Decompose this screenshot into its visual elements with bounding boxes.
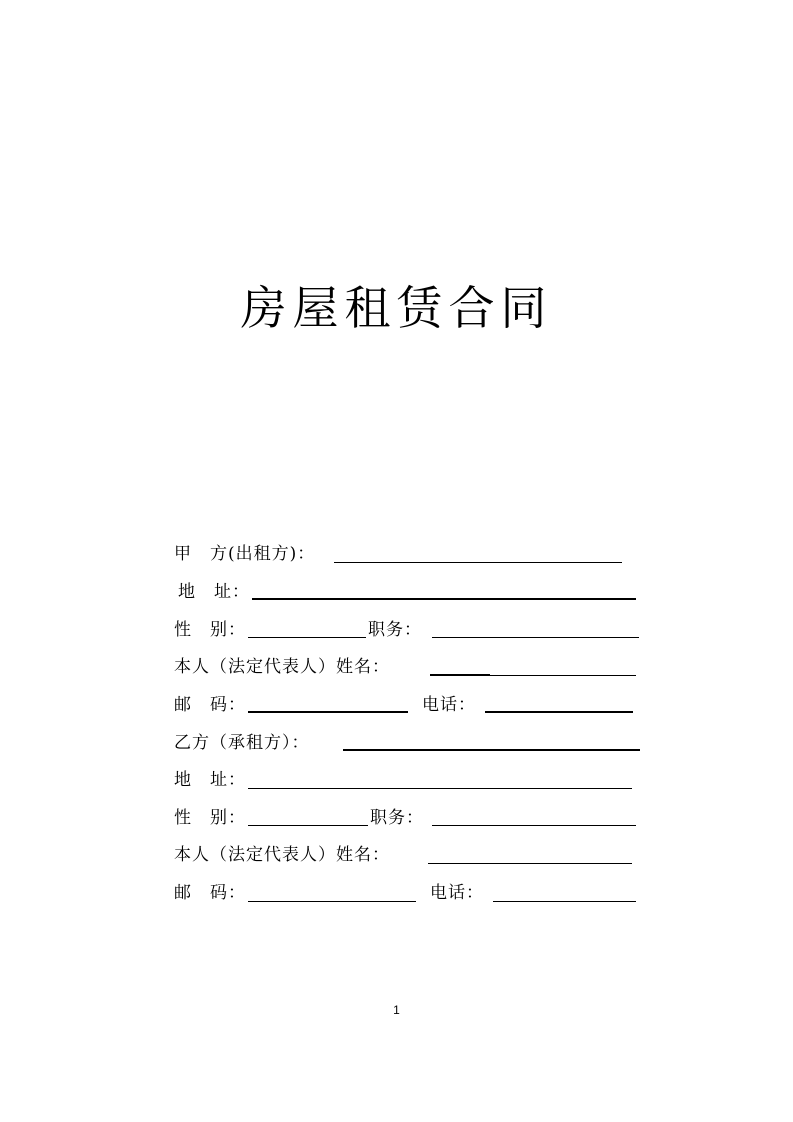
party-a-postcode-blank[interactable]	[248, 711, 408, 713]
party-b-name-blank[interactable]	[343, 749, 640, 751]
party-b-address-label: 地 址：	[174, 770, 246, 790]
party-b-phone-label: 电话：	[430, 883, 484, 903]
party-b-postcode-blank[interactable]	[248, 901, 416, 902]
party-a-representative-blank-short[interactable]	[430, 674, 490, 676]
party-a-phone-blank[interactable]	[485, 711, 633, 713]
party-b-position-blank[interactable]	[432, 825, 636, 826]
party-b-postcode-label: 邮 码：	[174, 883, 246, 903]
party-b-gender-label: 性 别：	[174, 808, 246, 828]
party-a-phone-label: 电话：	[422, 695, 476, 715]
party-a-gender-label: 性 别：	[174, 620, 246, 640]
party-a-representative-blank[interactable]	[490, 675, 636, 676]
party-b-address-blank[interactable]	[248, 788, 632, 789]
party-a-heading: 甲 方(出租方)：	[174, 544, 316, 564]
party-b-representative-label: 本人（法定代表人）姓名：	[174, 845, 390, 865]
party-a-address-label: 地 址：	[178, 582, 250, 602]
party-a-representative-label: 本人（法定代表人）姓名：	[174, 657, 390, 677]
party-b-phone-blank[interactable]	[493, 901, 636, 902]
party-a-gender-blank[interactable]	[248, 637, 366, 638]
party-b-position-label: 职务：	[370, 808, 424, 828]
party-b-representative-blank[interactable]	[428, 863, 632, 864]
party-b-heading: 乙方（承租方）：	[174, 733, 310, 753]
document-title: 房屋租赁合同	[240, 281, 553, 335]
party-a-position-label: 职务：	[368, 620, 422, 640]
party-a-postcode-label: 邮 码：	[174, 695, 246, 715]
page-number: 1	[393, 1003, 400, 1017]
party-a-name-blank[interactable]	[334, 562, 622, 563]
party-a-position-blank[interactable]	[432, 637, 639, 638]
party-b-gender-blank[interactable]	[248, 825, 368, 826]
party-a-address-blank[interactable]	[252, 598, 636, 600]
